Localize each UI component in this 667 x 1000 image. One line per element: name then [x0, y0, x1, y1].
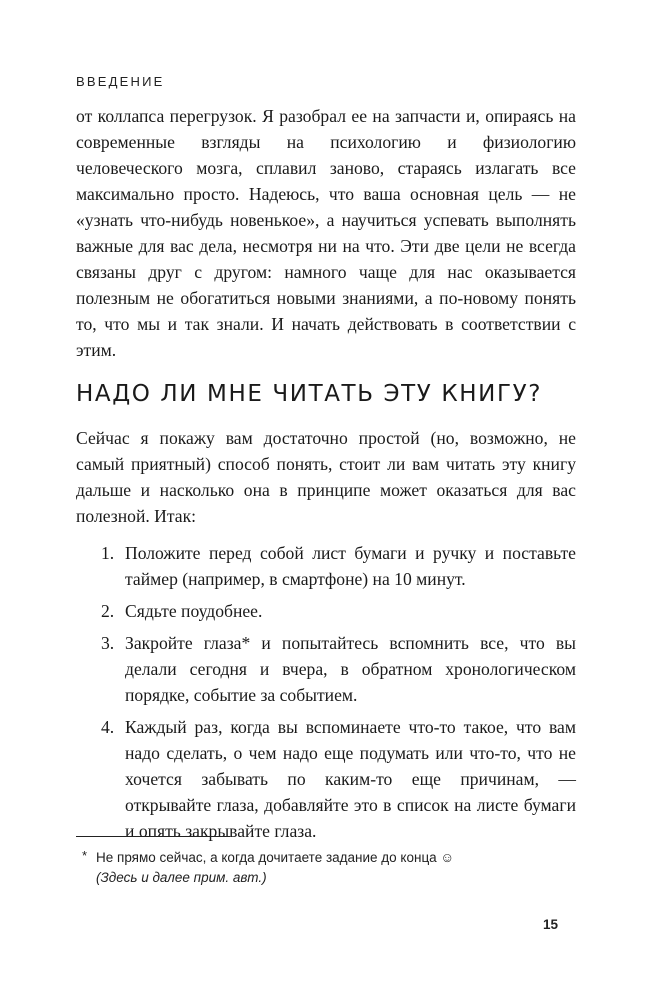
list-item-text: Каждый раз, когда вы вспоминаете что-то такое, что вам надо сделать, о чем надо еще подумать или что-то, что не хочется забывать по каким-то еще причинам, — открывайте глаза, добавляйте это в список на листе бумаги и опять закрывайте глаза.	[125, 717, 576, 841]
list-item-text: Закройте глаза* и попытайтесь вспомнить все, что вы делали сегодня и вчера, в обратном хронологическом порядке, событие за событием.	[125, 633, 576, 705]
list-item-number: 1.	[101, 543, 115, 563]
footnote-note: (Здесь и далее прим. авт.)	[96, 870, 267, 885]
running-head: ВВЕДЕНИЕ	[76, 74, 165, 89]
steps-list	[76, 540, 576, 850]
list-item	[76, 598, 576, 624]
footnote-divider	[76, 836, 230, 837]
list-item-number: 3.	[101, 633, 115, 653]
list-item-number: 4.	[101, 717, 115, 737]
list-item	[76, 714, 576, 844]
body-paragraph: от коллапса перегрузок. Я разобрал ее на запчасти и, опираясь на современные взгляды на психологию и физиологию человеческого мозга, сплавил заново, стараясь излагать все максимально просто. Надеюсь, что ваша основная цель — не «узнать что-нибудь новенькое», а научиться успевать выполнять важные для вас дела, несмотря ни на что. Эти две цели не всегда связаны друг с другом: намного чаще для нас оказывается полезным не обогатиться новыми знаниями, а по-новому понять то, что мы и так знали. И начать действовать в соответствии с этим.	[76, 106, 576, 360]
page-number: 15	[543, 917, 559, 932]
list-item-number: 2.	[101, 601, 115, 621]
list-item-text: Сядьте поудобнее.	[125, 601, 263, 621]
section-heading: НАДО ЛИ МНЕ ЧИТАТЬ ЭТУ КНИГУ?	[76, 381, 543, 407]
footnote	[82, 848, 576, 888]
footnote-mark: *	[82, 848, 88, 863]
list-item	[76, 630, 576, 708]
list-item	[76, 540, 576, 592]
body-paragraph-intro: Сейчас я покажу вам достаточно простой (но, возможно, не самый приятный) способ понять, стоит ли вам читать эту книгу дальше и насколько она в принципе может оказаться для вас полезной. Итак:	[76, 428, 576, 526]
footnote-text: Не прямо сейчас, а когда дочитаете задание до конца ☺	[96, 850, 455, 865]
list-item-text: Положите перед собой лист бумаги и ручку и поставьте таймер (например, в смартфоне) на 10 минут.	[125, 543, 576, 589]
